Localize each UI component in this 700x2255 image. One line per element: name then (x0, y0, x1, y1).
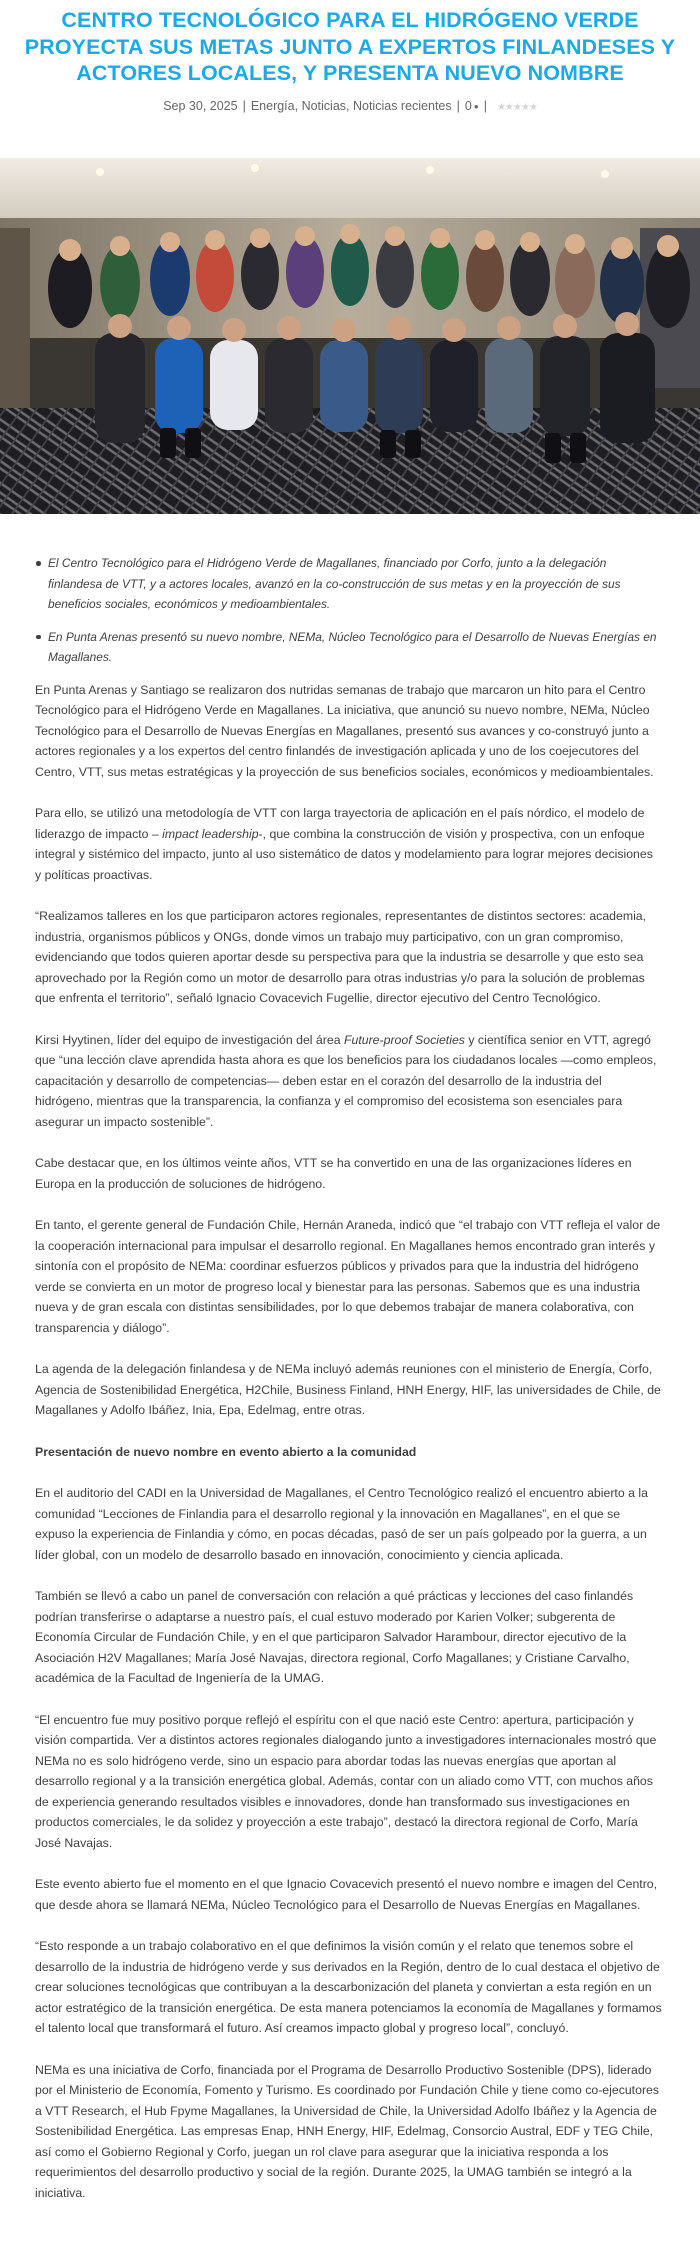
category-separator: , (294, 98, 302, 113)
paragraph: En Punta Arenas y Santiago se realizaron dos nutridas semanas de trabajo que marcaron un hito para el Centro Tecnológico para el Hidrógeno Verde en Magallanes. La iniciativa, que anunció su nuevo nombre, NEMa, Núcleo Tecnológico para el Desarrollo de Nuevas Energías en Magallanes, presentó sus avances y co-construyó junto a actores regionales y a los expertos del centro finlandés de investigación aplicada y uno de los coejecutores del Centro, VTT, sus metas estratégicas y la proyección de sus beneficios sociales, económicos y medioambientales. (35, 682, 654, 779)
summary-bullet: En Punta Arenas presentó su nuevo nombre, NEMa, Núcleo Tecnológico para el Desarrollo de Nuevas Energías en Magallanes. (48, 627, 662, 668)
category-link-noticias[interactable]: Noticias (301, 98, 347, 113)
paragraph: También se llevó a cabo un panel de conversación con relación a qué prácticas y lecciones del caso finlandés podrían transferirse o adaptarse a nuestro país, el cual estuvo moderado por Karien Volker; subgerenta de Economía Circular de Fundación Chile, y en el que participaron Salvador Harambour, director ejecutivo de la Asociación H2V Magallanes; María José Navajas, directora regional, Corfo Magallanes; y Cristiane Carvalho, académica de la Facultad de Ingeniería de la UMAG. (35, 1589, 634, 1685)
paragraph-text: -, que combina la construcción de visión y prospectiva, con un enfoque integral y sistémico del impacto, junto al uso sistemático de datos y modelamiento para lograr mejores decisiones y políticas proactivas. (35, 826, 653, 882)
star-icon[interactable]: ★ (496, 101, 505, 113)
summary-bullet: El Centro Tecnológico para el Hidrógeno Verde de Magallanes, financiado por Corfo, junto a la delegación finlandesa de VTT, y a actores locales, avanzó en la co-construcción de sus metas y en la proyección de sus beneficios sociales, económicos y medioambientales. (48, 553, 662, 615)
category-separator: , (346, 98, 353, 113)
article-header (0, 0, 700, 116)
paragraph: NEMa es una iniciativa de Corfo, financiada por el Programa de Desarrollo Productivo Sostenible (DPS), liderado por el Ministerio de Economía, Fomento y Turismo. Es coordinado por Fundación Chile y tiene como co-ejecutores a VTT Research, el Hub Fpyme Magallanes, la Universidad de Chile, la Universidad Adolfo Ibáñez y la Agencia de Sostenibilidad Energética. Las empresas Enap, HNH Energy, HIF, Edelmag, Consorcio Austral, EDF y TEG Chile, así como el Gobierno Regional y Corfo, juegan un rol clave para asegurar que la iniciativa responda a los requerimientos del desarrollo productivo y social de la región. Durante 2025, la UMAG también se integró a la iniciativa. (35, 2062, 660, 2200)
paragraph: Cabe destacar que, en los últimos veinte años, VTT se ha convertido en una de las organizaciones líderes en Europa en la producción de soluciones de hidrógeno. (35, 1156, 632, 1191)
emphasis-text: Future-proof Societies (343, 1032, 465, 1047)
comment-bubble-icon: ● (473, 101, 479, 111)
post-meta (20, 98, 680, 116)
meta-separator: | (483, 98, 487, 113)
paragraph: En el auditorio del CADI en la Universidad de Magallanes, el Centro Tecnológico realizó el encuentro abierto a la comunidad “Lecciones de Finlandia para el desarrollo regional y la innovación en Magallanes”, en el que se expuso la experiencia de Finlandia y cómo, en pocas décadas, pasó de ser un país golpeado por la guerra, a un líder global, con un modelo de desarrollo basado en innovación, conocimiento y ciencia aplicada. (35, 1486, 648, 1562)
category-link-noticias-recientes[interactable]: Noticias recientes (352, 98, 452, 113)
category-link-energia[interactable]: Energía (250, 98, 295, 113)
article-title: CENTRO TECNOLÓGICO PARA EL HIDRÓGENO VERDE PROYECTA SUS METAS JUNTO A EXPERTOS FINLANDESES Y ACTORES LOCALES, Y PRESENTA NUEVO NOMBRE (24, 8, 676, 85)
paragraph: “Realizamos talleres en los que participaron actores regionales, representantes de distintos sectores: academia, industria, organismos públicos y ONGs, donde vimos un trabajo muy participativo, con un gran compromiso, evidenciando que todos quieren aportar desde su perspectiva para que la industria se desarrolle y que esto sea aprovechado por la Región como un motor de desarrollo para otras industrias y/o para la solución de problemas que enfrenta el territorio”, señaló Ignacio Covacevich Fugellie, director ejecutivo del Centro Tecnológico. (35, 909, 647, 1005)
meta-separator: | (456, 98, 460, 113)
star-icon[interactable]: ★ (504, 101, 513, 113)
paragraph: Este evento abierto fue el momento en el que Ignacio Covacevich presentó el nuevo nombre e imagen del Centro, que desde ahora se llamará NEMa, Núcleo Tecnológico para el Desarrollo de Nuevas Energías en Magallanes. (35, 1877, 658, 1912)
emphasis-text: impact leadership (162, 826, 259, 841)
post-date: Sep 30, 2025 (163, 98, 238, 113)
meta-separator: | (242, 98, 246, 113)
paragraph: “El encuentro fue muy positivo porque reflejó el espíritu con el que nació este Centro: apertura, participación y visión compartida. Ver a distintos actores regionales dialogando junto a investigadores internacionales mostró que NEMa no es solo hidrógeno verde, sino un espacio para abordar todas las nuevas energías que aportan al desarrollo regional y a la transición energética global. Además, contar con un aliado como VTT, con muchos años de experiencia generando resultados visibles e innovadores, donde han transformado sus investigaciones en productos comerciales, le da solidez y proyección a este trabajo”, destacó la directora regional de Corfo, María José Navajas. (35, 1712, 657, 1850)
paragraph (35, 1030, 662, 1133)
paragraph-text: Kirsi Hyytinen, líder del equipo de investigación del área (35, 1032, 344, 1047)
paragraph-text: y científica senior en VTT, agregó que “una lección clave aprendida hasta ahora es que los beneficios para los ciudadanos locales —como empleos, capacitación y desarrollo de competencias— deben estar en el corazón del desarrollo de la industria del hidrógeno, mientras que la transparencia, la confianza y el compromiso del ecosistema son esenciales para asegurar un impacto sostenible”. (35, 1032, 657, 1129)
group-photo (0, 158, 700, 514)
section-heading: Presentación de nuevo nombre en evento abierto a la comunidad (35, 1444, 417, 1459)
paragraph (35, 803, 662, 885)
paragraph-text: Para ello, se utilizó una metodología de VTT con larga trayectoria de aplicación en el país nórdico, el modelo de liderazgo de impacto – (35, 806, 645, 841)
paragraph: “Esto responde a un trabajo colaborativo en el que definimos la visión común y el relato que tenemos sobre el desarrollo de la industria de hidrógeno verde y sus derivados en la Región, dentro de lo cual destaca el objetivo de crear soluciones tecnológicas que contribuyan a la descarbonización del planeta y conviertan a esta región en un actor estratégico de la transición energética. De esta manera potenciamos la economía de Magallanes y formamos el talento local que transformará el futuro. Así creamos impacto global y progreso local”, concluyó. (35, 1939, 662, 2035)
star-icon[interactable]: ★ (528, 101, 537, 113)
rating-stars[interactable] (497, 98, 537, 116)
star-icon[interactable]: ★ (520, 101, 529, 113)
comments-link[interactable] (465, 99, 479, 113)
paragraph: En tanto, el gerente general de Fundación Chile, Hernán Araneda, indicó que “el trabajo con VTT refleja el valor de la cooperación internacional para impulsar el desarrollo regional. En Magallanes hemos encontrado gran interés y sintonía con el propósito de NEMa: coordinar esfuerzos públicos y privados para que la industria del hidrógeno verde se convierta en un motor de progreso local y bienestar para las personas. Sabemos que es una industria nueva y de gran escala con distintas sensibilidades, por lo que debemos trabajar de manera colaborativa, con transparencia y diálogo”. (35, 1218, 661, 1335)
paragraph: La agenda de la delegación finlandesa y de NEMa incluyó además reuniones con el ministerio de Energía, Corfo, Agencia de Sostenibilidad Energética, H2Chile, Business Finland, HNH Energy, HIF, las universidades de Chile, de Magallanes y Adolfo Ibáñez, Inia, Epa, Edelmag, entre otras. (35, 1362, 661, 1417)
article-body (35, 553, 662, 2224)
comment-count: 0 (464, 98, 472, 113)
group-photo-image (0, 158, 700, 514)
star-icon[interactable]: ★ (512, 101, 521, 113)
summary-bullets (35, 553, 662, 668)
